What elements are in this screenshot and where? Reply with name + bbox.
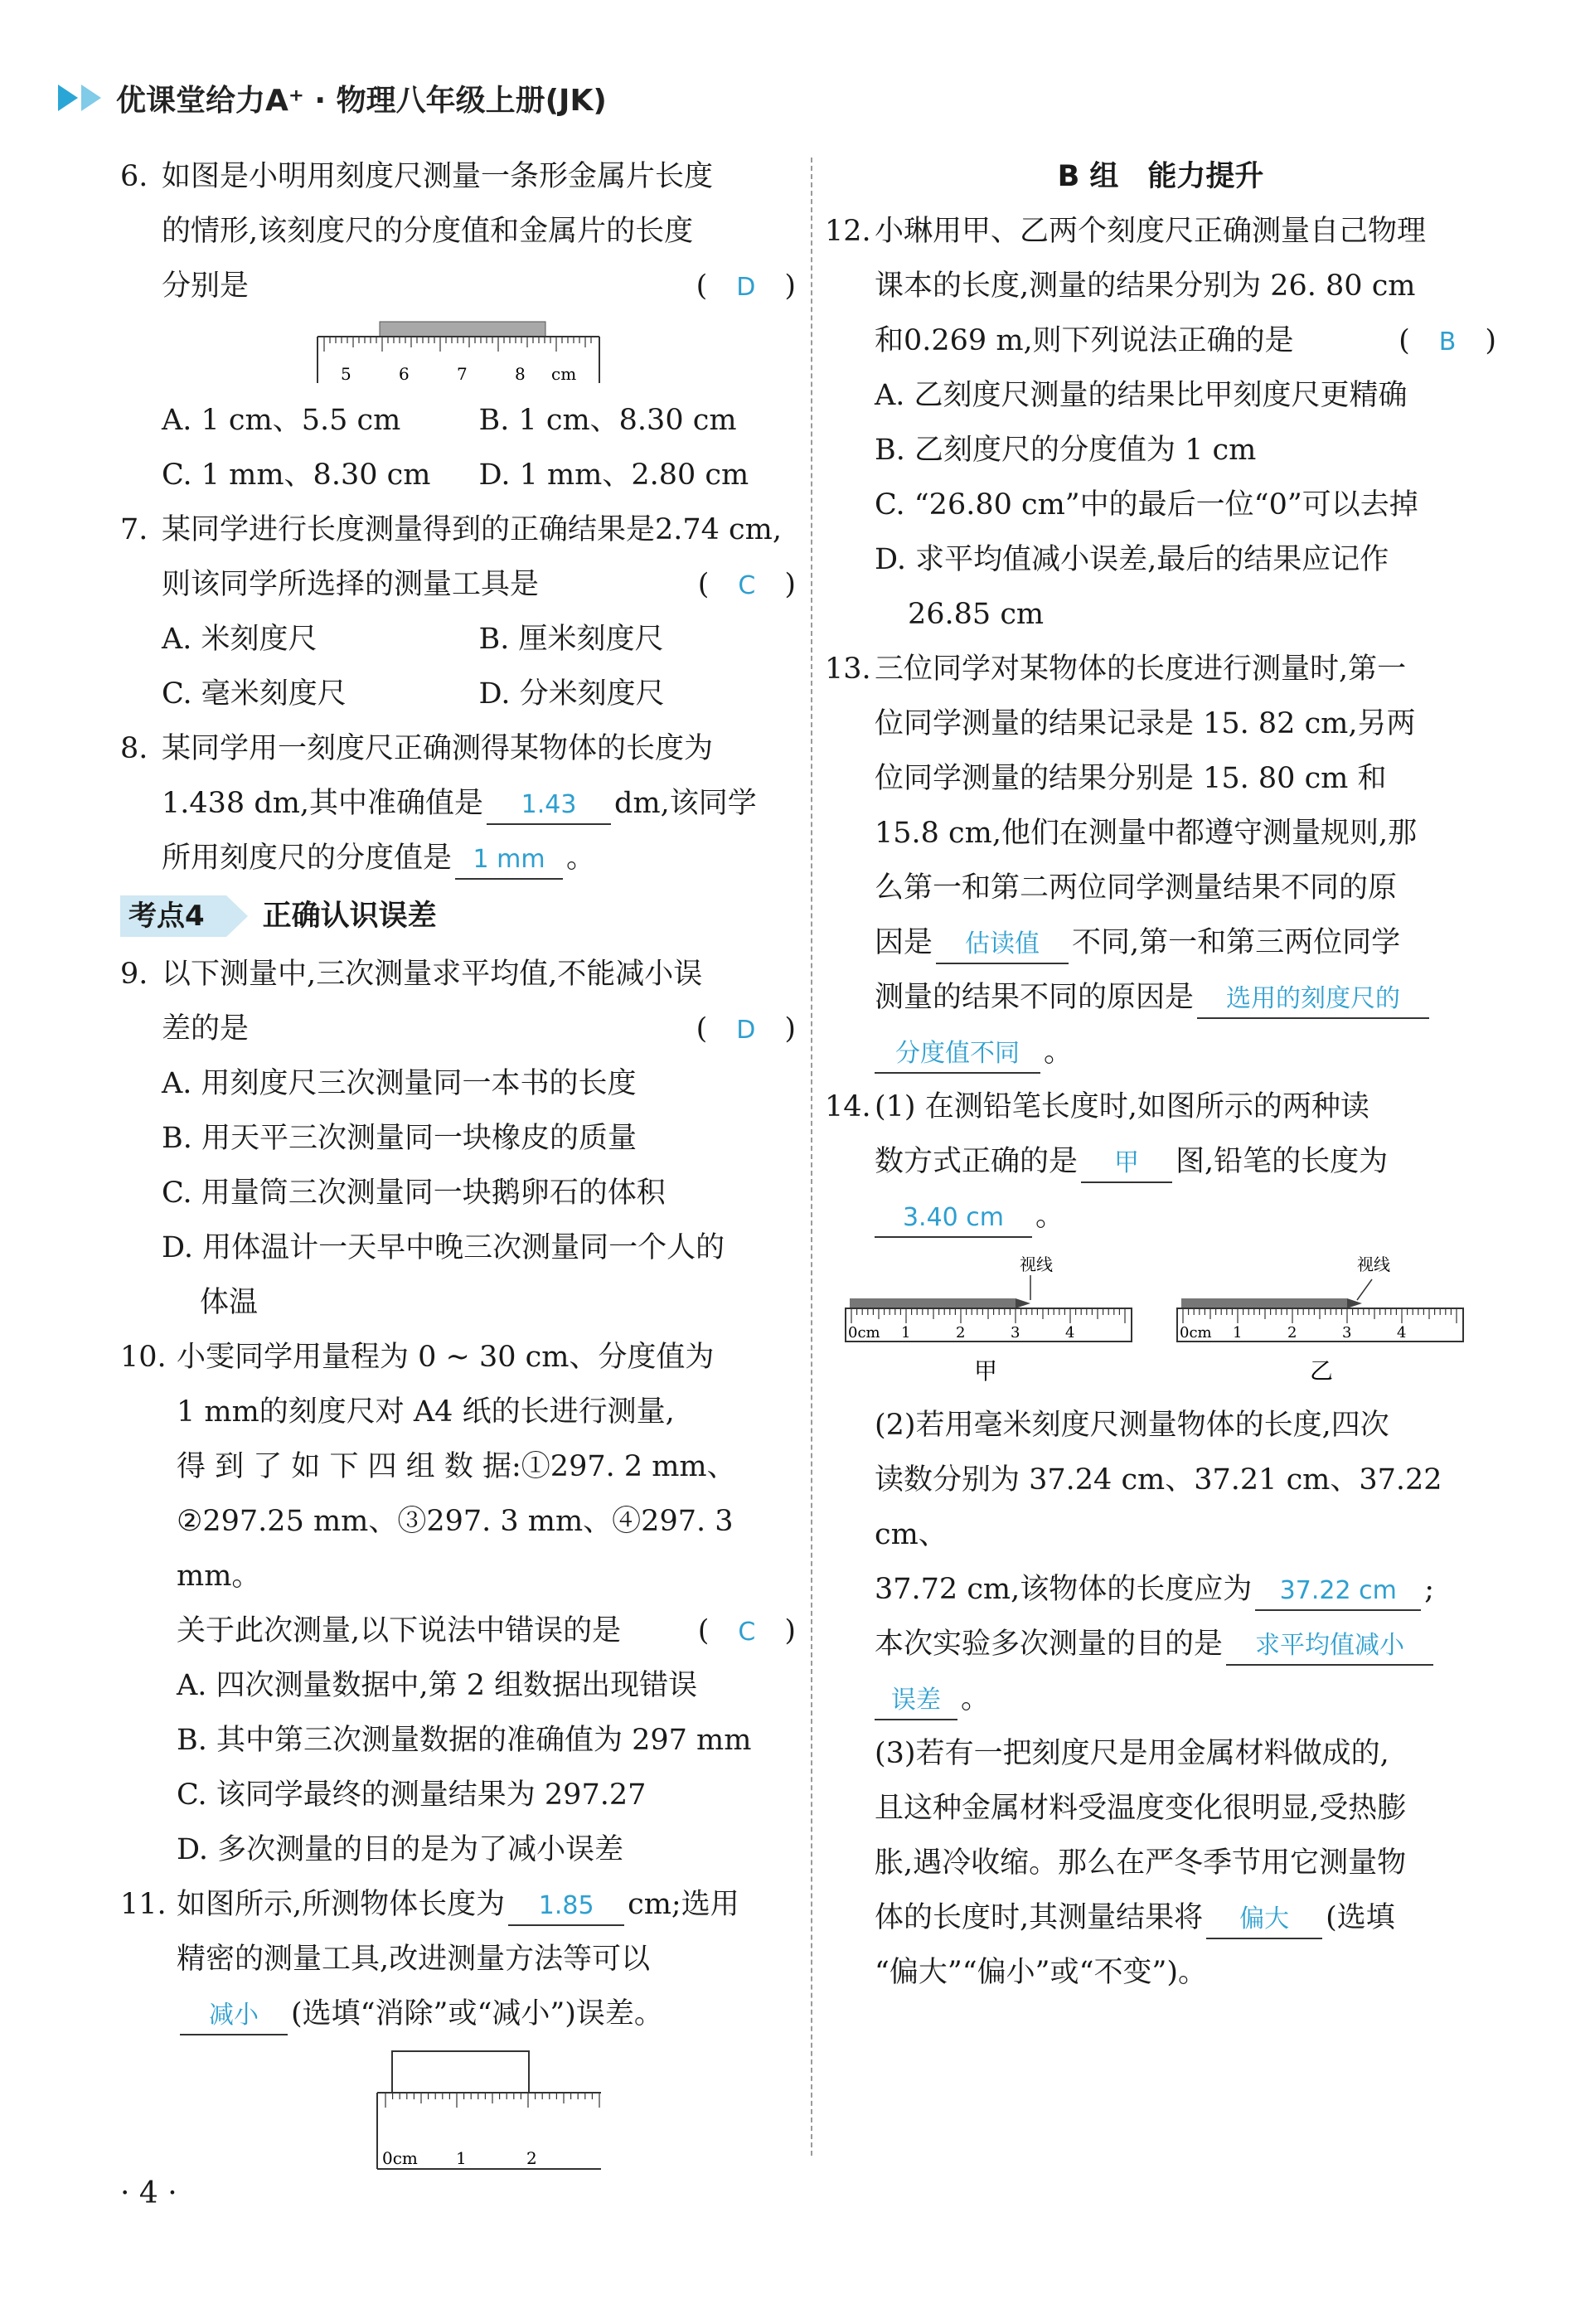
figure-jia [846,1254,1132,1385]
option-continuation: 26.85 cm [908,598,1045,631]
tick-label: 7 [456,364,468,384]
figure-yi [1177,1254,1463,1385]
ruler-figure-q11 [369,2048,609,2172]
topic-badge: 考点4 [120,895,226,937]
fill-blank[interactable]: 估读值 [936,926,1069,964]
pencil-reading-figure [841,1250,1488,1391]
option[interactable]: B. 用天平三次测量同一块橡皮的质量 [162,1122,637,1155]
tick-label: 1 [901,1324,911,1342]
tick-label: 3 [1342,1324,1352,1342]
tick-label: 1 [1233,1324,1243,1342]
fill-blank[interactable]: 1.43 [487,787,611,825]
option[interactable]: B. 厘米刻度尺 [478,623,664,656]
tick-label: 2 [956,1324,966,1342]
question-10: 10. 小雯同学用量程为 0 ~ 30 cm、分度值为 1 mm的刻度尺对 A4 纸的长进行测量, 得 到 了 如 下 四 组 数 据:①297. 2 mm、 ②297.25 mm、③297. 3 mm、④297. 3 mm。 关于此次测量,以下说法中错误的是 ( C ) [120,1330,796,1658]
header-title: 优课堂给力A⁺ · 物理八年级上册(JK) [116,83,607,118]
question-11: 11. 如图所示,所测物体长度为 1.85 cm;选用 精密的测量工具,改进测量方法等可以 减小 (选填“消除”或“减小”)误差。 [120,1877,796,2041]
question-6: 6. 如图是小明用刻度尺测量一条形金属片长度 的情形,该刻度尺的分度值和金属片的长度 分别是 ( D ) [120,149,796,313]
tick-label: 8 [514,364,526,384]
fill-blank[interactable]: 3.40 cm [875,1200,1032,1238]
option[interactable]: C. “26.80 cm”中的最后一位“0”可以去掉 [875,488,1418,522]
option[interactable]: A. 四次测量数据中,第 2 组数据出现错误 [177,1669,698,1702]
fill-blank[interactable]: 选用的刻度尺的 [1197,981,1429,1019]
question-14-part2: (2)若用毫米刻度尺测量物体的长度,四次 读数分别为 37.24 cm、37.21 cm、37.22 cm、 37.72 cm,该物体的长度应为 37.22 cm ; 本次实验多次测量的目的是 求平均值减小 误差 。 (3)若有一把刻度尺是用金属材料做成的, 且这种金属材料受温度变化很明显,受热膨 胀,遇冷收缩。那么在严冬季节用它测量物 体的长度时,其测量结果将 偏大 (选填 “偏大”“偏小”或“不变”)。 [875,1409,1442,1989]
column-divider [811,158,812,2156]
pencil [1181,1298,1347,1308]
tick-label: 0cm [382,2148,418,2168]
tick-label: 2 [1287,1324,1297,1342]
fill-blank[interactable]: 甲 [1081,1145,1172,1183]
question-13: 13. 三位同学对某物体的长度进行测量时,第一 位同学测量的结果记录是 15. 82 cm,另两 位同学测量的结果分别是 15. 80 cm 和 15.8 cm,他们在测量中都遵守测量规则,那 么第一和第二两位同学测量结果不同的原 因是 估读值 不同,第一和第三两位同学 测量的结果不同的原因是 选用的刻度尺的 分度值不同 。 [825,642,1496,1080]
options-q10 [120,1658,796,1877]
arrow-icon [58,85,104,111]
option[interactable]: A. 用刻度尺三次测量同一本书的长度 [162,1067,637,1100]
figure-label: 乙 [1310,1357,1334,1385]
tick-label: 5 [340,364,351,384]
fill-blank[interactable]: 分度值不同 [875,1036,1040,1074]
measured-block [392,2051,529,2093]
topic-4-heading [120,889,796,944]
pencil [850,1298,1016,1308]
tick-label: 0cm [848,1324,880,1342]
right-column [825,149,1496,2000]
fill-blank[interactable]: 误差 [875,1682,957,1720]
option[interactable]: A. 米刻度尺 [162,623,318,656]
fill-blank[interactable]: 减小 [180,1997,288,2035]
option[interactable]: D. 求平均值减小误差,最后的结果应记作 [875,543,1389,576]
option[interactable]: A. 乙刻度尺测量的结果比甲刻度尺更精确 [875,379,1408,412]
option[interactable]: C. 1 mm、8.30 cm [162,458,431,492]
topic-title: 正确认识误差 [262,900,437,933]
tick-label: 0cm [1180,1324,1212,1342]
option[interactable]: B. 1 cm、8.30 cm [478,404,737,437]
option[interactable]: C. 毫米刻度尺 [162,677,347,711]
fill-blank[interactable]: 1 mm [455,842,563,880]
tick-label: 1 [456,2148,467,2168]
tick-label: 4 [1065,1324,1075,1342]
fill-blank[interactable]: 求平均值减小 [1226,1628,1433,1666]
tick-label: 6 [398,364,410,384]
option[interactable]: B. 乙刻度尺的分度值为 1 cm [875,434,1257,467]
option[interactable]: D. 用体温计一天早中晚三次测量同一个人的 [162,1231,725,1264]
options-q7 [120,612,796,721]
metal-strip [380,322,545,337]
question-8: 8. 某同学用一刻度尺正确测得某物体的长度为 1.438 dm,其中准确值是 1.43 dm,该同学 所用刻度尺的分度值是 1 mm 。 [120,721,796,885]
tick-label: cm [550,364,576,384]
options-q6 [120,393,796,502]
question-12: 12. 小琳用甲、乙两个刻度尺正确测量自己物理 课本的长度,测量的结果分别为 26. 80 cm 和0.269 m,则下列说法正确的是 ( B ) [825,204,1496,368]
option[interactable]: D. 1 mm、2.80 cm [478,458,749,492]
page-number: · 4 · [120,2176,177,2210]
question-14: 14. (1) 在测铅笔长度时,如图所示的两种读 数方式正确的是 甲 图,铅笔的长度为 3.40 cm 。 [825,1080,1496,1244]
ruler-figure-q6 [309,320,608,386]
left-column [120,149,796,2179]
fill-blank[interactable]: 偏大 [1206,1901,1322,1939]
options-q9 [120,1056,796,1330]
option[interactable]: D. 分米刻度尺 [478,677,665,711]
option[interactable]: D. 多次测量的目的是为了减小误差 [177,1833,624,1866]
answer-bracket: ( B ) [1399,324,1496,357]
option[interactable]: C. 用量筒三次测量同一块鹅卵石的体积 [162,1177,666,1210]
tick-label: 3 [1011,1324,1020,1342]
sight-line-label: 视线 [1357,1254,1390,1274]
option[interactable]: A. 1 cm、5.5 cm [162,404,401,437]
tick-label: 4 [1397,1324,1407,1342]
sight-line-label: 视线 [1020,1254,1053,1274]
figure-label: 甲 [974,1357,998,1385]
fill-blank[interactable]: 1.85 [508,1888,624,1926]
answer-bracket: ( D ) [696,1012,796,1046]
page-header [58,73,607,123]
question-7: 7. 某同学进行长度测量得到的正确结果是2.74 cm, 则该同学所选择的测量工具是 ( C ) [120,502,796,612]
fill-blank[interactable]: 37.22 cm [1255,1573,1421,1611]
option[interactable]: B. 其中第三次测量数据的准确值为 297 mm [177,1724,752,1757]
option[interactable]: C. 该同学最终的测量结果为 297.27 [177,1778,647,1812]
tick-label: 2 [526,2148,537,2168]
answer-bracket: ( C ) [697,1614,796,1647]
options-q12 [825,368,1496,642]
b-group-heading: B 组 能力提升 [1057,160,1264,193]
option-continuation: 体温 [200,1286,259,1319]
answer-bracket: ( C ) [697,568,796,601]
answer-bracket: ( D ) [696,269,796,303]
question-9: 9. 以下测量中,三次测量求平均值,不能减小误 差的是 ( D ) [120,947,796,1056]
